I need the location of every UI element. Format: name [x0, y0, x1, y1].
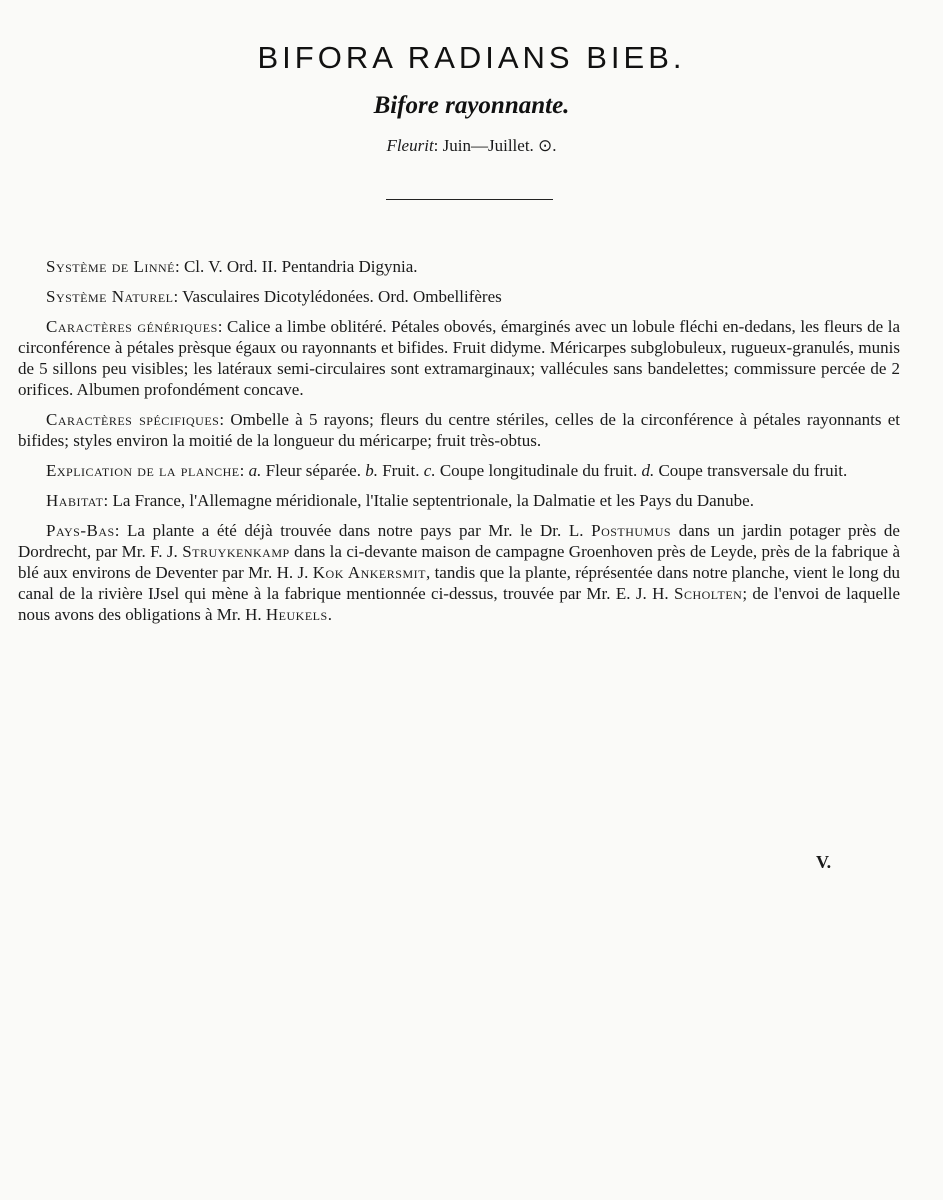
- section-text: .: [327, 605, 332, 624]
- section-text: : Calice a limbe oblitéré. Pétales obovés, émarginés avec un lobule fléchi en-dedans, les fleurs de la circonférence à pétales prèsque égaux ou rayonnants et bifides. Fruit didyme. Méricarpes subglobuleux, rugueux-granulés, munis de 5 sillons peu visibles; les latéraux semi-circulaires sont extramarginaux; vallécules sans bandelettes; commissure percée de 2 orifices. Albumen profondément concave.: [18, 317, 900, 399]
- section-label: Caractères spécifiques: [46, 410, 220, 429]
- section-text: ; de l'envoi de laquelle nous avons des obligations à Mr. H.: [18, 584, 900, 624]
- section-text: : Vasculaires Dicotylédonées. Ord. Ombellifères: [173, 287, 502, 306]
- section-text: , tandis que la plante, réprésentée dans notre planche, vient le long du canal de la rivière IJsel qui mène à la fabrique mentionnée ci-dessus, trouvée par Mr. E. J. H.: [18, 563, 901, 603]
- section-linne: [18, 256, 900, 277]
- page-subtitle: Bifore rayonnante.: [373, 92, 570, 119]
- person-name: Scholten: [673, 584, 743, 603]
- section-habitat: [18, 490, 900, 511]
- section-text: dans un jardin potager près de Dordrecht, par Mr. F. J.: [18, 521, 900, 561]
- figure-letter-a: a.: [248, 461, 262, 480]
- section-text: Coupe transversale du fruit.: [654, 461, 848, 480]
- section-label: Pays-Bas: [46, 521, 115, 540]
- section-text: : Cl. V. Ord. II. Pentandria Digynia.: [175, 257, 418, 276]
- section-text: Fruit.: [377, 461, 424, 480]
- figure-letter-c: c.: [423, 461, 436, 480]
- flowering-value: : Juin—Juillet. ⊙.: [433, 136, 557, 155]
- section-netherlands: [18, 520, 900, 625]
- section-text: :: [239, 461, 249, 480]
- figure-letter-b: b.: [365, 461, 378, 480]
- section-label: Système Naturel: [46, 287, 174, 306]
- figure-letter-d: d.: [641, 461, 655, 480]
- section-naturel: [18, 286, 900, 307]
- section-text: dans la ci-devante maison de campagne Groenhoven près de Leyde, près de la fabrique à blé aux environs de Deventer par Mr. H. J.: [18, 542, 900, 582]
- author-signature: V.: [816, 852, 832, 872]
- flowering-label: Fleurit: [386, 136, 434, 155]
- person-name: Kok Ankersmit: [312, 563, 426, 582]
- flowering-line: [0, 136, 943, 156]
- page-title: BIFORA RADIANS BIEB.: [257, 40, 686, 75]
- section-plate-explanation: [18, 460, 900, 481]
- section-label: Habitat: [46, 491, 104, 510]
- section-label: Système de Linné: [46, 257, 175, 276]
- section-text: Fleur séparée.: [261, 461, 366, 480]
- section-text: : La plante a été déjà trouvée dans notre pays par Mr. le Dr. L.: [114, 521, 592, 540]
- section-text: Coupe longitudinale du fruit.: [435, 461, 642, 480]
- section-generic-characters: [18, 316, 900, 400]
- person-name: Heukels: [265, 605, 328, 624]
- title-divider: [386, 199, 553, 200]
- person-name: Struykenkamp: [182, 542, 290, 561]
- person-name: Posthumus: [591, 521, 672, 540]
- document-body: [18, 256, 900, 634]
- section-text: : Ombelle à 5 rayons; fleurs du centre stériles, celles de la circonférence à pétales rayonnants et bifides; styles environ la moitié de la longueur du méricarpe; fruit très-obtus.: [18, 410, 901, 450]
- section-specific-characters: [18, 409, 900, 451]
- section-label: Caractères génériques: [46, 317, 218, 336]
- section-text: : La France, l'Allemagne méridionale, l'Italie septentrionale, la Dalmatie et les Pays du Danube.: [103, 491, 754, 510]
- section-label: Explication de la planche: [46, 461, 240, 480]
